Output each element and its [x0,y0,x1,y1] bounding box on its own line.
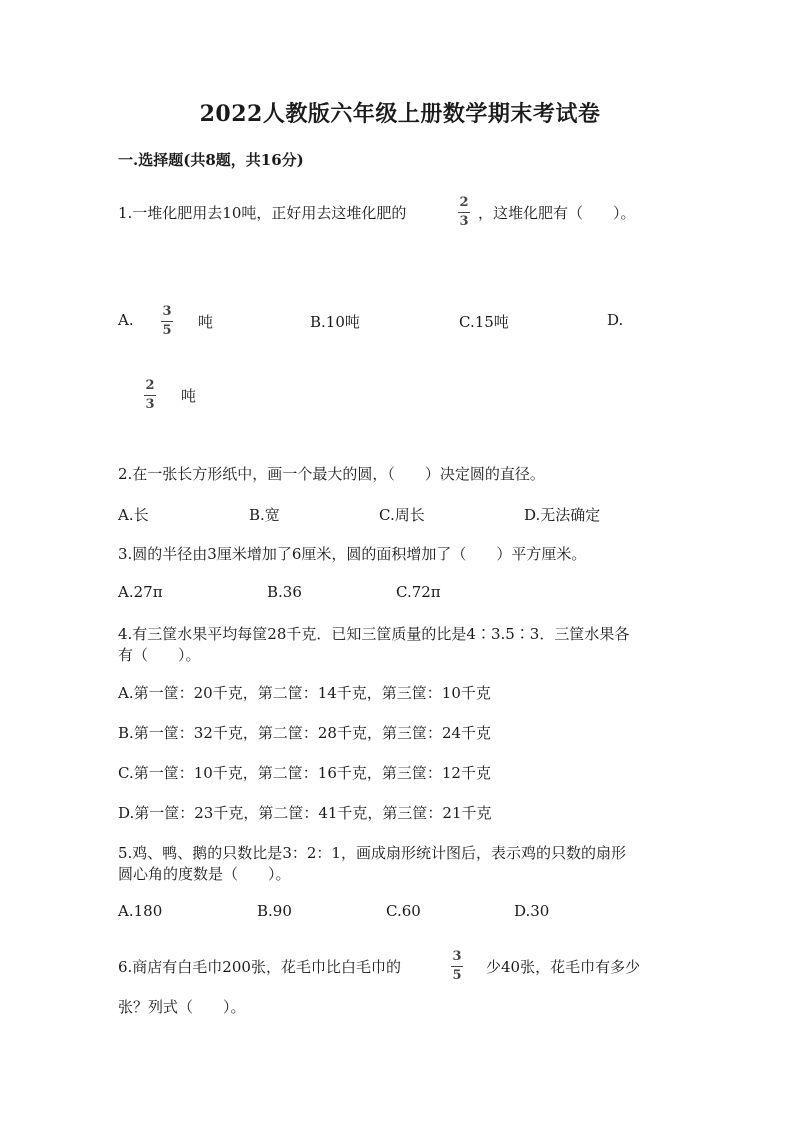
question-4-text-line-2: 有（ ）。 [118,646,201,664]
question-2-option-a: A.长 [118,506,149,524]
question-1-option-b: B.10吨 [310,313,360,331]
question-3-text: 3.圆的半径由3厘米增加了6厘米，圆的面积增加了（ ）平方厘米。 [118,545,587,563]
fraction-bar [451,966,463,967]
question-1-option-a-label: A. [118,311,134,329]
question-1-option-c: C.15吨 [459,313,509,331]
question-2-option-c: C.周长 [379,506,425,524]
question-1-text-end: ，这堆化肥有（ ）。 [478,204,636,222]
question-6-text: 6.商店有白毛巾200张，花毛巾比白毛巾的 [118,958,401,976]
question-5-option-d: D.30 [514,902,550,920]
section-heading: 一.选择题(共8题，共16分) [118,151,304,169]
fraction-numerator: 3 [452,949,462,964]
question-3-option-c: C.72π [396,583,441,601]
question-6-text-end: 少40张，花毛巾有多少 [486,958,641,976]
fraction-denominator: 5 [452,968,462,983]
question-5-text: 5.鸡、鸭、鹅的只数比是3：2：1，画成扇形统计图后，表示鸡的只数的扇形 [118,844,626,862]
question-5-option-c: C.60 [386,902,421,920]
fraction-denominator: 3 [145,397,155,412]
fraction-denominator: 5 [162,323,172,338]
question-3-option-a: A.27π [118,583,163,601]
question-3-option-b: B.36 [267,583,302,601]
question-2-option-b: B.宽 [249,506,280,524]
question-4-option-d: D.第一筐：23千克，第二筐：41千克，第三筐：21千克 [118,804,492,822]
question-2-text: 2.在一张长方形纸中，画一个最大的圆，（ ）决定圆的直径。 [118,465,545,483]
question-1-fraction [458,196,470,229]
exam-title: 2022人教版六年级上册数学期末考试卷 [199,101,601,127]
question-1-option-a-unit: 吨 [198,313,214,331]
question-4-option-b: B.第一筐：32千克，第二筐：28千克，第三筐：24千克 [118,724,492,742]
fraction-denominator: 3 [459,214,469,229]
fraction-numerator: 3 [162,304,172,319]
question-6-fraction [451,950,463,983]
fraction-bar [144,395,156,396]
question-2-option-d: D.无法确定 [524,506,601,524]
question-5-option-a: A.180 [118,902,163,920]
question-1-option-a-fraction [161,305,173,338]
question-1-option-d-fraction [144,379,156,412]
fraction-numerator: 2 [459,195,469,210]
question-4-option-c: C.第一筐：10千克，第二筐：16千克，第三筐：12千克 [118,764,491,782]
question-4-text: 4.有三筐水果平均每筐28千克．已知三筐质量的比是4∶3.5∶3．三筐水果各 [118,625,630,643]
question-1-text: 1.一堆化肥用去10吨，正好用去这堆化肥的 [118,204,407,222]
question-6-text-line-2: 张？列式（ ）。 [118,998,246,1016]
question-1-option-d-label: D. [607,311,624,329]
question-4-option-a: A.第一筐：20千克，第二筐：14千克，第三筐：10千克 [118,684,491,702]
fraction-bar [458,212,470,213]
question-5-option-b: B.90 [257,902,292,920]
fraction-numerator: 2 [145,378,155,393]
question-5-text-line-2: 圆心角的度数是（ ）。 [118,865,291,883]
question-1-option-d-unit: 吨 [181,387,197,405]
fraction-bar [161,321,173,322]
